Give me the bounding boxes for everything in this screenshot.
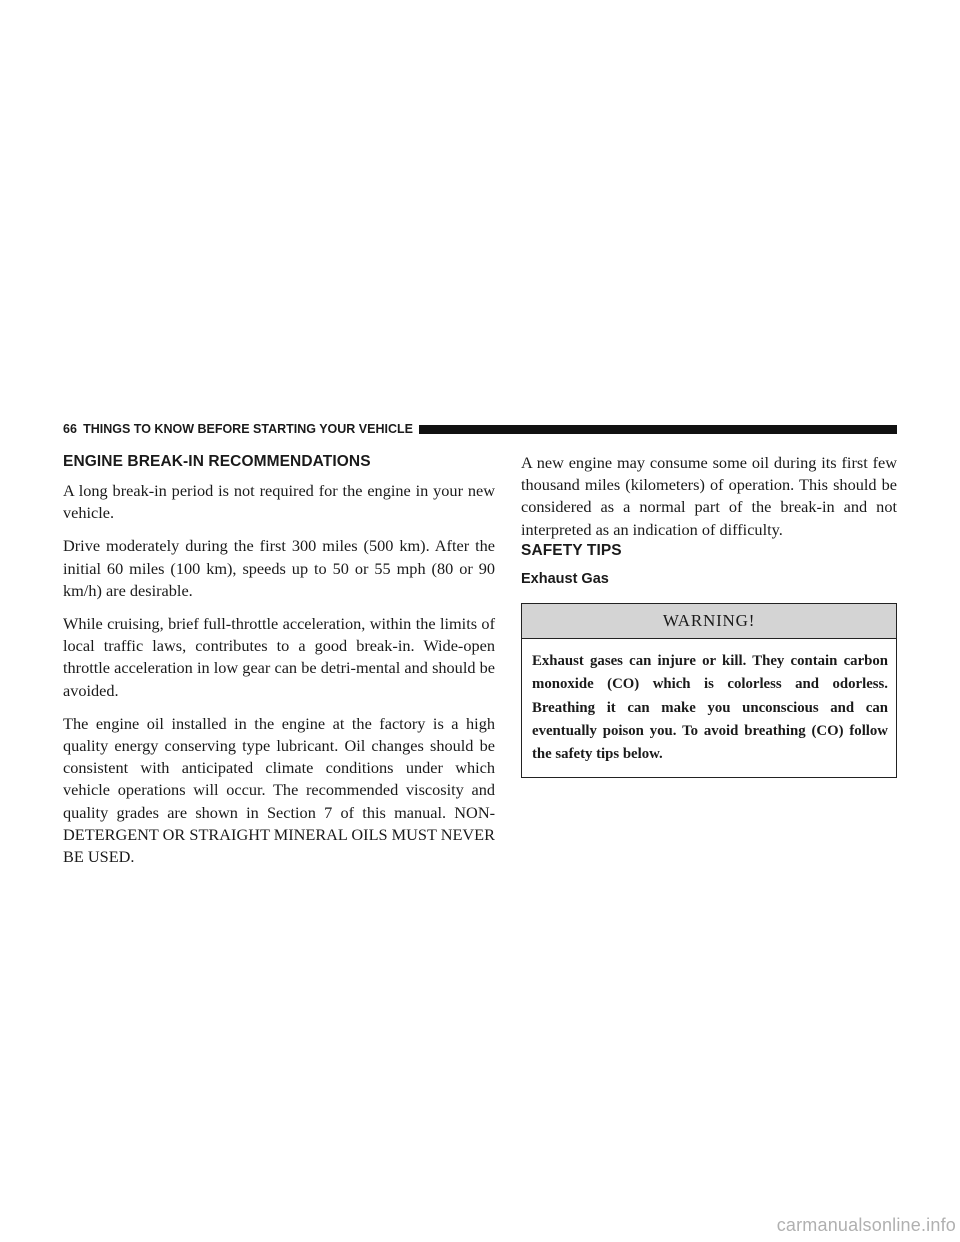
paragraph-oil-consumption: A new engine may consume some oil during its first few thousand miles (kilometers) of operation. This should be considered as a normal part of the break-in and not interpreted as an indication of difficulty. (521, 453, 897, 539)
engine-break-in-heading: ENGINE BREAK-IN RECOMMENDATIONS (63, 453, 371, 470)
warning-text: Exhaust gases can injure or kill. They contain carbon monoxide (CO) which is colorless and odorless. Breathing it can make you unconscious and can eventually poison you. To avoid breathing (CO) follow the safety tips below. (532, 652, 888, 763)
left-column (63, 452, 495, 879)
page-number: 66 (63, 422, 78, 436)
safety-tips-heading: SAFETY TIPS (521, 541, 622, 559)
section-title: THINGS TO KNOW BEFORE STARTING YOUR VEHICLE (83, 422, 413, 436)
header-rule (419, 425, 897, 434)
watermark: carmanualsonline.info (776, 1215, 956, 1235)
right-column (521, 452, 897, 778)
paragraph-cruising: While cruising, brief full-throttle acceleration, within the limits of local traffic laws, contributes to a good break-in. Wide-open throttle acceleration in low gear can be detri-mental and should be avoided. (63, 614, 495, 700)
exhaust-gas-subheading: Exhaust Gas (521, 570, 609, 587)
paragraph-break-in-period: A long break-in period is not required for the engine in your new vehicle. (63, 481, 495, 523)
paragraph-engine-oil: The engine oil installed in the engine at the factory is a high quality energy conserving type lubricant. Oil changes should be consistent with anticipated climate conditions under which vehicle operations will occur. The recommended viscosity and quality grades are shown in Section 7 of this manual. NON-DETERGENT OR STRAIGHT MINERAL OILS MUST NEVER BE USED. (63, 713, 495, 867)
warning-title: WARNING! (522, 604, 896, 639)
paragraph-drive-moderately: Drive moderately during the first 300 miles (500 km). After the initial 60 miles (100 km), speeds up to 50 or 55 mph (80 or 90 km/h) are desirable. (63, 536, 495, 600)
page-header (63, 420, 897, 438)
warning-box (521, 603, 897, 778)
